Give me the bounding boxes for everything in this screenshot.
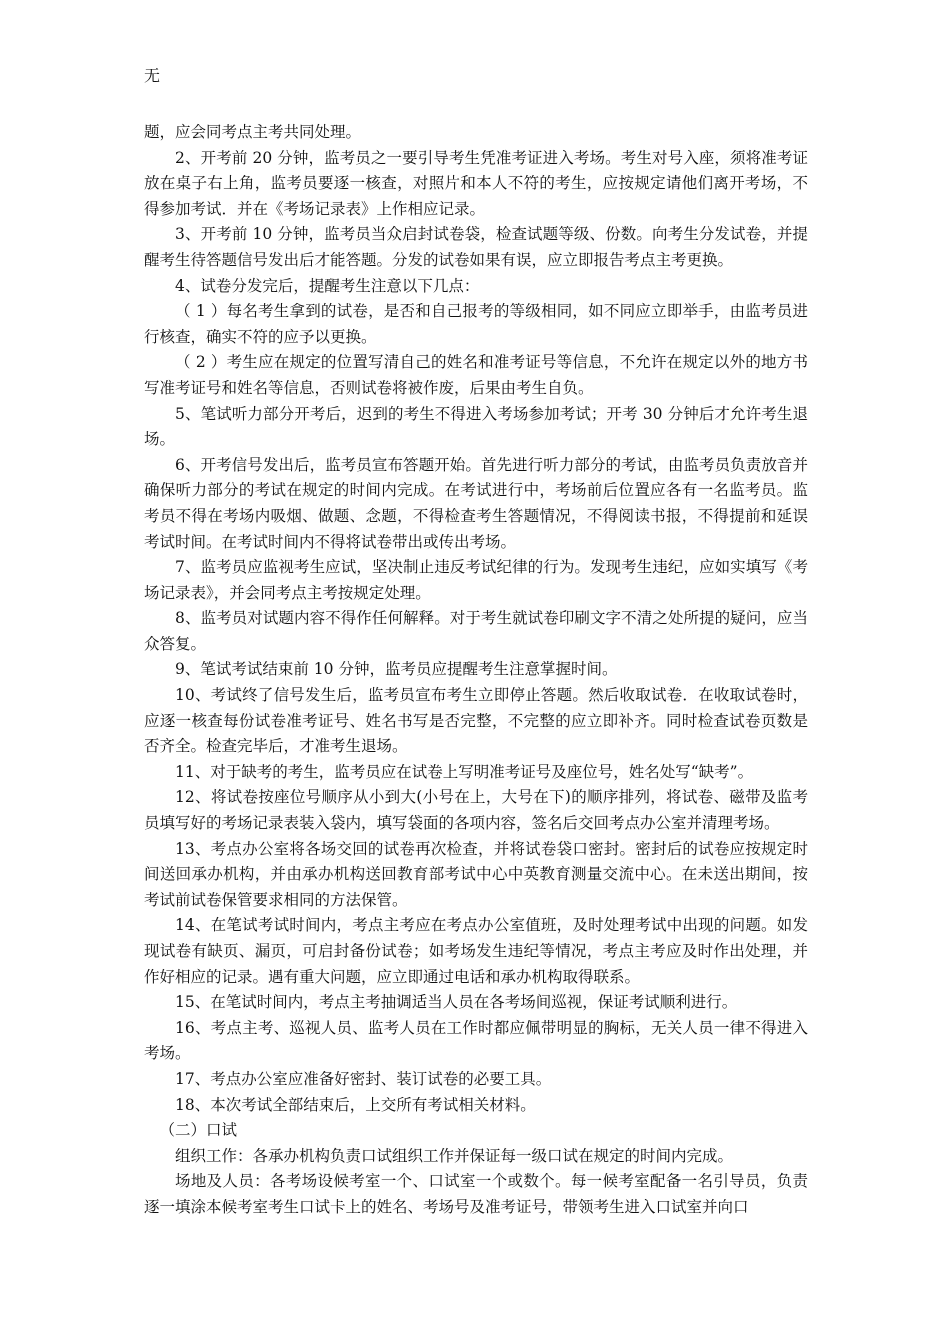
paragraph: 14、在笔试考试时间内，考点主考应在考点办公室值班，及时处理考试中出现的问题。如发现试卷有缺页、漏页，可启封备份试卷；如考场发生违纪等情况，考点主考应及时作出处理，并作好相应的记录。遇有重大问题，应立即通过电话和承办机构取得联系。 [144,916,808,986]
paragraph: 9、笔试考试结束前 10 分钟，监考员应提醒考生注意掌握时间。 [175,660,618,679]
paragraph: 11、对于缺考的考生，监考员应在试卷上写明准考证号及座位号，姓名处写“缺考”。 [175,762,754,781]
paragraph: 7、监考员应监视考生应试，坚决制止违反考试纪律的行为。发现考生违纪，应如实填写《考场记录表》，并会同考点主考按规定处理。 [144,558,808,602]
paragraph: 17、考点办公室应准备好密封、装订试卷的必要工具。 [175,1069,552,1088]
paragraph: 13、考点办公室将各场交回的试卷再次检查，并将试卷袋口密封。密封后的试卷应按规定时间送回承办机构，并由承办机构送回教育部考试中心中英教育测量交流中心。在未送出期间，按考试前试卷保管要求相同的方法保管。 [144,839,808,909]
paragraph: 3、开考前 10 分钟，监考员当众启封试卷袋，检查试题等级、份数。向考生分发试卷，并提醒考生待答题信号发出后才能答题。分发的试卷如果有误，应立即报告考点主考更换。 [144,225,808,269]
paragraph: 5、笔试听力部分开考后，迟到的考生不得进入考场参加考试；开考 30 分钟后才允许考生退场。 [144,404,808,449]
paragraph: 题，应会同考点主考共同处理。 [144,123,362,141]
paragraph: 12、将试卷按座位号顺序从小到大(小号在上，大号在下)的顺序排列，将试卷、磁带及监考员填写好的考场记录表装入袋内，填写袋面的各项内容，签名后交回考点办公室并清理考场。 [144,788,808,833]
paragraph: （ 1 ）每名考生拿到的试卷，是否和自己报考的等级相同，如不同应立即举手，由监考员进行核查，确实不符的应予以更换。 [144,302,808,346]
paragraph: 场地及人员：各考场设候考室一个、口试室一个或数个。每一候考室配备一名引导员，负责逐一填涂本候考室考生口试卡上的姓名、考场号及准考证号，带领考生进入口试室并向口 [144,1172,808,1216]
paragraph: 6、开考信号发出后，监考员宣布答题开始。首先进行听力部分的考试，由监考员负责放音并确保听力部分的考试在规定的时间内完成。在考试进行中，考场前后位置应各有一名监考员。监考员不得在考场内吸烟、做题、念题，不得检查考生答题情况，不得阅读书报，不得提前和延误考试时间。在考试时间内不得将试卷带出或传出考场。 [144,455,808,551]
document-body [144,120,808,1221]
paragraph: 16、考点主考、巡视人员、监考人员在工作时都应佩带明显的胸标，无关人员一律不得进入考场。 [144,1018,808,1063]
paragraph: （ 2 ）考生应在规定的位置写清自己的姓名和准考证号等信息，不允许在规定以外的地方书写准考证号和姓名等信息，否则试卷将被作废，后果由考生自负。 [144,353,808,397]
paragraph: 4、试卷分发完后，提醒考生注意以下几点： [175,276,480,295]
paragraph: 15、在笔试时间内，考点主考抽调适当人员在各考场间巡视，保证考试顺利进行。 [175,993,738,1012]
paragraph: 10、考试终了信号发生后，监考员宣布考生立即停止答题。然后收取试卷．在收取试卷时，应逐一核查每份试卷准考证号、姓名书写是否完整，不完整的应立即补齐。同时检查试卷页数是否齐全。检查完毕后，才准考生退场。 [144,686,808,756]
paragraph: 8、监考员对试题内容不得作任何解释。对于考生就试卷印刷文字不清之处所提的疑问，应当众答复。 [144,609,808,653]
page-header: 无 [144,66,161,85]
paragraph: 18、本次考试全部结束后，上交所有考试相关材料。 [175,1095,536,1114]
paragraph: 2、开考前 20 分钟，监考员之一要引导考生凭准考证进入考场。考生对号入座，须将准考证放在桌子右上角，监考员要逐一核查，对照片和本人不符的考生，应按规定请他们离开考场，不得参加考试．并在《考场记录表》上作相应记录。 [144,148,808,218]
paragraph: 组织工作：各承办机构负责口试组织工作并保证每一级口试在规定的时间内完成。 [175,1146,734,1165]
section-heading: （二）口试 [159,1121,238,1140]
